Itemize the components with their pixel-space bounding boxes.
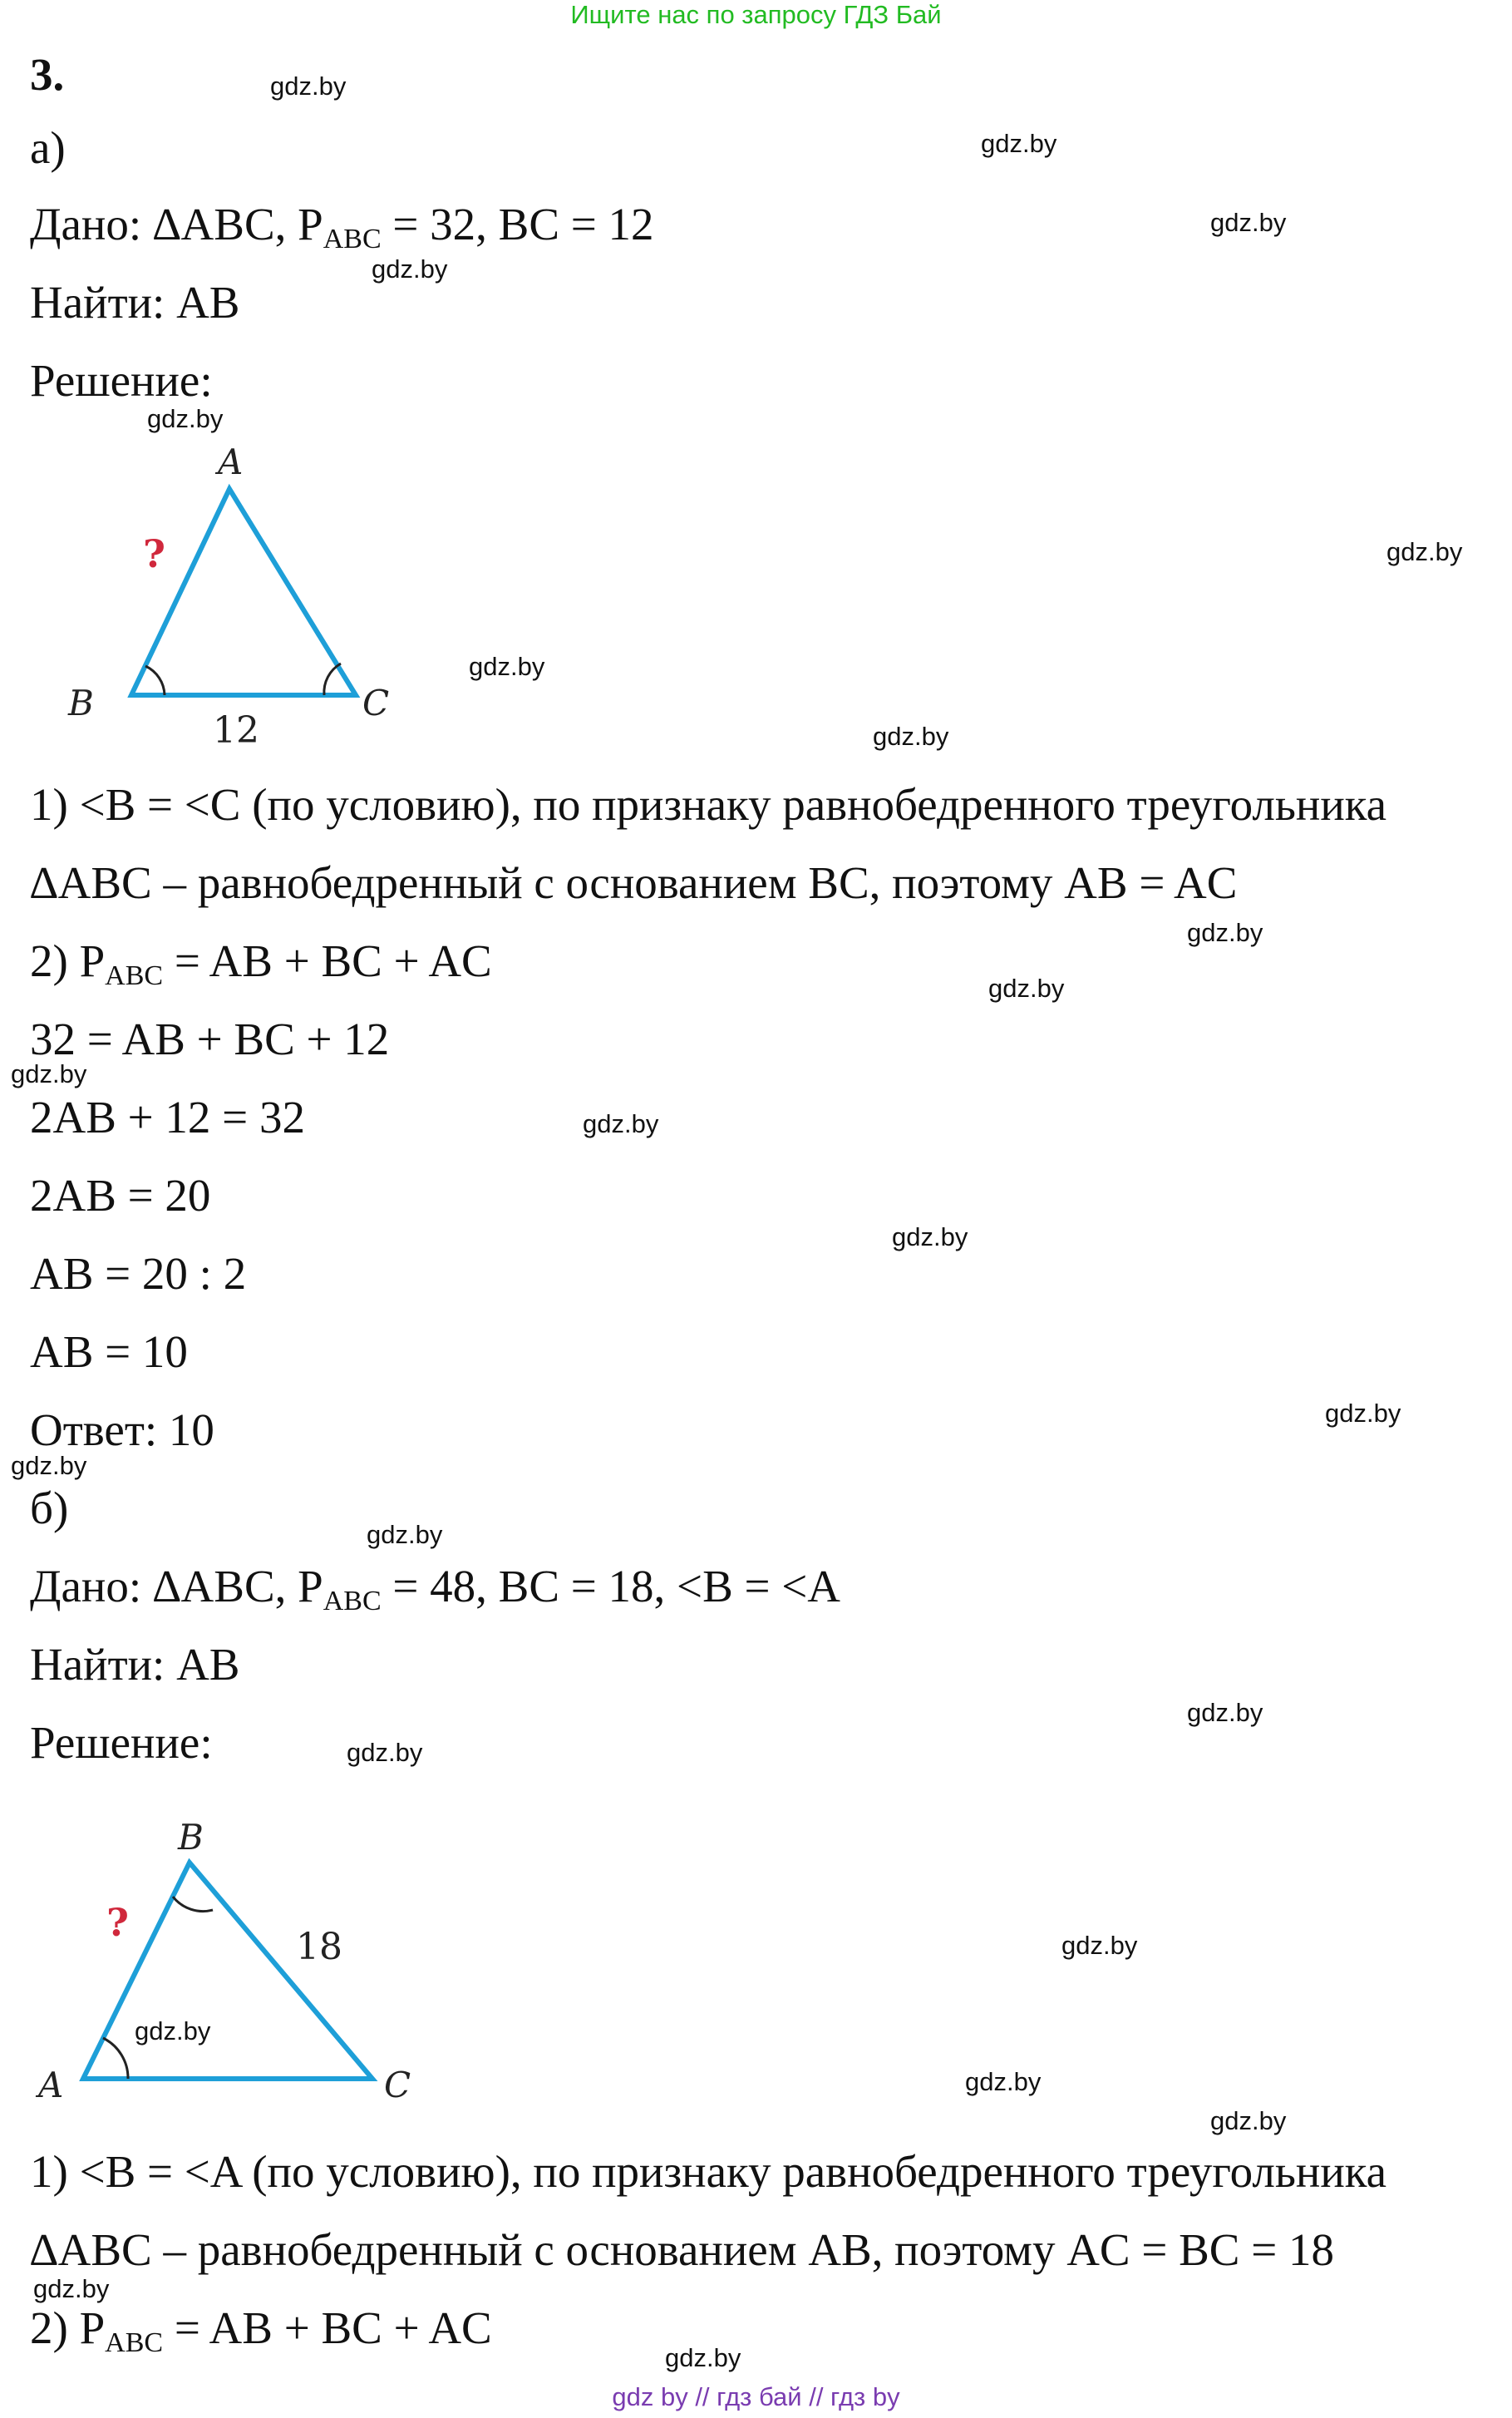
vertex-a-label: A — [38, 2065, 64, 2105]
vertex-c-label: C — [362, 683, 390, 723]
part-a-find: Найти: AB — [30, 277, 240, 328]
part-a-given: Дано: ∆ABC, $P_{ABC} = 32$, BC = 12 — [30, 199, 654, 254]
part-a-solution-heading: Решение: — [30, 355, 213, 406]
triangle-a-shape — [131, 489, 356, 695]
part-a-eq5: AB = 10 — [30, 1326, 188, 1377]
part-a-eq4: AB = 20 : 2 — [30, 1248, 247, 1299]
watermark: gdz.by — [270, 72, 347, 101]
angle-b-arc — [145, 666, 165, 695]
triangle-figure-b — [25, 1796, 457, 2129]
vertex-b-label: B — [178, 1817, 204, 1858]
part-b-step1-line1: 1) <B = <A (по условию), по признаку равнобедренного треугольника — [30, 2146, 1387, 2197]
watermark: gdz.by — [873, 722, 949, 751]
task-number: 3. — [30, 49, 65, 100]
top-search-banner[interactable]: Ищите нас по запросу ГДЗ Бай — [570, 0, 942, 29]
watermark: gdz.by — [981, 129, 1057, 158]
watermark: gdz.by — [1187, 918, 1263, 947]
watermark: gdz.by — [1325, 1399, 1401, 1428]
part-a-eq3: 2AB = 20 — [30, 1170, 211, 1221]
part-a-eq1: 32 = AB + BC + 12 — [30, 1014, 390, 1064]
part-a-step1-line2: ∆ABC – равнобедренный с основанием BC, поэтому AB = AC — [30, 857, 1238, 908]
watermark: gdz.by — [892, 1222, 968, 1251]
watermark: gdz.by — [135, 2016, 211, 2045]
vertex-c-label: C — [384, 2065, 411, 2105]
watermark: gdz.by — [965, 2067, 1042, 2096]
unknown-side-mark: ? — [143, 531, 165, 576]
part-a-label: а) — [30, 122, 66, 173]
watermark: gdz.by — [1210, 208, 1287, 237]
triangle-b-shape — [83, 1863, 372, 2079]
part-a-answer: Ответ: 10 — [30, 1404, 214, 1455]
unknown-side-mark: ? — [106, 1900, 129, 1945]
part-b-step1-line2: ∆ABC – равнобедренный с основанием AB, поэтому AC = BC = 18 — [30, 2224, 1335, 2275]
part-b-label: б) — [30, 1483, 69, 1533]
watermark: gdz.by — [11, 1451, 87, 1480]
triangle-figure-a — [50, 424, 416, 757]
vertex-a-label: A — [218, 442, 244, 482]
part-b-solution-heading: Решение: — [30, 1717, 213, 1768]
side-bc-length: 12 — [213, 709, 259, 752]
watermark: gdz.by — [367, 1520, 443, 1549]
watermark: gdz.by — [1061, 1931, 1138, 1960]
part-b-find: Найти: AB — [30, 1639, 240, 1690]
angle-a-arc — [103, 2038, 128, 2079]
watermark: gdz.by — [33, 2274, 110, 2303]
watermark: gdz.by — [988, 974, 1065, 1003]
watermark: gdz.by — [1210, 2106, 1287, 2135]
watermark: gdz.by — [11, 1059, 87, 1088]
part-a-step2: 2) $P_{ABC}$ = AB + BC + AC — [30, 935, 492, 991]
watermark: gdz.by — [147, 404, 224, 433]
bottom-site-banner[interactable]: gdz by // гдз бай // гдз by — [612, 2382, 900, 2411]
part-a-eq2: 2AB + 12 = 32 — [30, 1092, 305, 1142]
watermark: gdz.by — [1187, 1698, 1263, 1727]
watermark: gdz.by — [469, 652, 545, 681]
watermark: gdz.by — [1386, 537, 1463, 566]
watermark: gdz.by — [347, 1738, 423, 1767]
part-b-given: Дано: ∆ABC, $P_{ABC} = 48$, BC = 18, <B = <A — [30, 1561, 841, 1616]
watermark: gdz.by — [372, 254, 448, 284]
watermark: gdz.by — [665, 2343, 741, 2372]
angle-b-arc — [173, 1897, 213, 1912]
vertex-b-label: B — [68, 683, 94, 723]
part-a-step1-line1: 1) <B = <C (по условию), по признаку равнобедренного треугольника — [30, 779, 1387, 830]
part-b-step2: 2) $P_{ABC}$ = AB + BC + AC — [30, 2302, 492, 2358]
watermark: gdz.by — [583, 1109, 659, 1138]
side-bc-length: 18 — [296, 1926, 342, 1968]
